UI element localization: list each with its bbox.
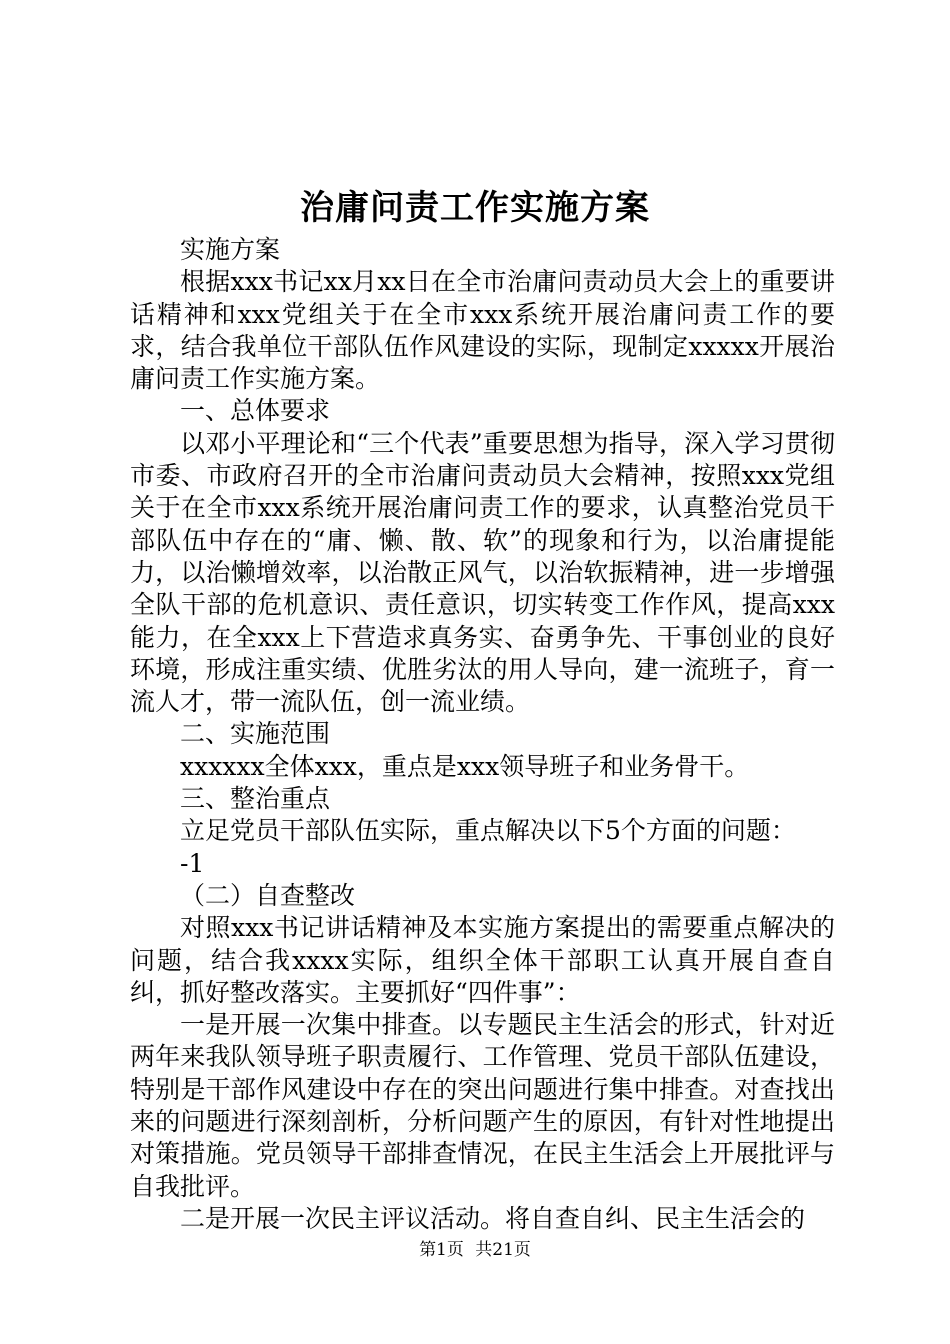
document-title: 治庸问责工作实施方案 (300, 188, 650, 228)
page-footer (0, 1238, 950, 1262)
page-total: 共21页 (475, 1240, 531, 1260)
section-heading: 一、总体要求 (180, 396, 331, 426)
document-body (130, 234, 835, 1235)
paragraph: 以邓小平理论和“三个代表”重要思想为指导，深入学习贯彻市委、市政府召开的全市治庸问责动员大会精神，按照xxx党组关于在全市xxx系统开展治庸问责工作的要求，认真整治党员干部队伍中存在的“庸、懒、散、软”的现象和行为，以治庸提能力，以治懒增效率，以治散正风气，以治软振精神，进一步增强全队干部的危机意识、责任意识，切实转变工作作风，提高xxx能力，在全xxx上下营造求真务实、奋勇争先、干事创业的良好环境，形成注重实绩、优胜劣汰的用人导向，建一流班子，育一流人才，带一流队伍，创一流业绩。 (130, 428, 835, 717)
paragraph: 一是开展一次集中排查。以专题民主生活会的形式，针对近两年来我队领导班子职责履行、工作管理、党员干部队伍建设，特别是干部作风建设中存在的突出问题进行集中排查。对查找出来的问题进行深刻剖析，分析问题产生的原因，有针对性地提出对策措施。党员领导干部排查情况，在民主生活会上开展批评与自我批评。 (130, 1010, 835, 1201)
paragraph: 实施方案 (180, 235, 281, 264)
paragraph: 根据xxx书记xx月xx日在全市治庸问责动员大会上的重要讲话精神和xxx党组关于在全市xxx系统开展治庸问责工作的要求，结合我单位干部队伍作风建设的实际，现制定xxxxx开展治庸问责工作实施方案。 (130, 267, 835, 394)
paragraph: 二是开展一次民主评议活动。将自查自纠、民主生活会的 (180, 1203, 806, 1233)
section-heading: 三、整治重点 (180, 784, 331, 814)
section-heading: 二、实施范围 (180, 719, 331, 749)
paragraph: 对照xxx书记讲话精神及本实施方案提出的需要重点解决的问题，结合我xxxx实际，组织全体干部职工认真开展自查自纠，抓好整改落实。主要抓好“四件事”： (130, 913, 835, 1007)
paragraph: -1 (180, 848, 205, 878)
section-heading: （二）自查整改 (180, 880, 356, 910)
paragraph: 立足党员干部队伍实际，重点解决以下5个方面的问题： (180, 816, 796, 846)
page-number: 第1页 (419, 1240, 464, 1260)
paragraph: xxxxxx全体xxx，重点是xxx领导班子和业务骨干。 (180, 751, 750, 781)
